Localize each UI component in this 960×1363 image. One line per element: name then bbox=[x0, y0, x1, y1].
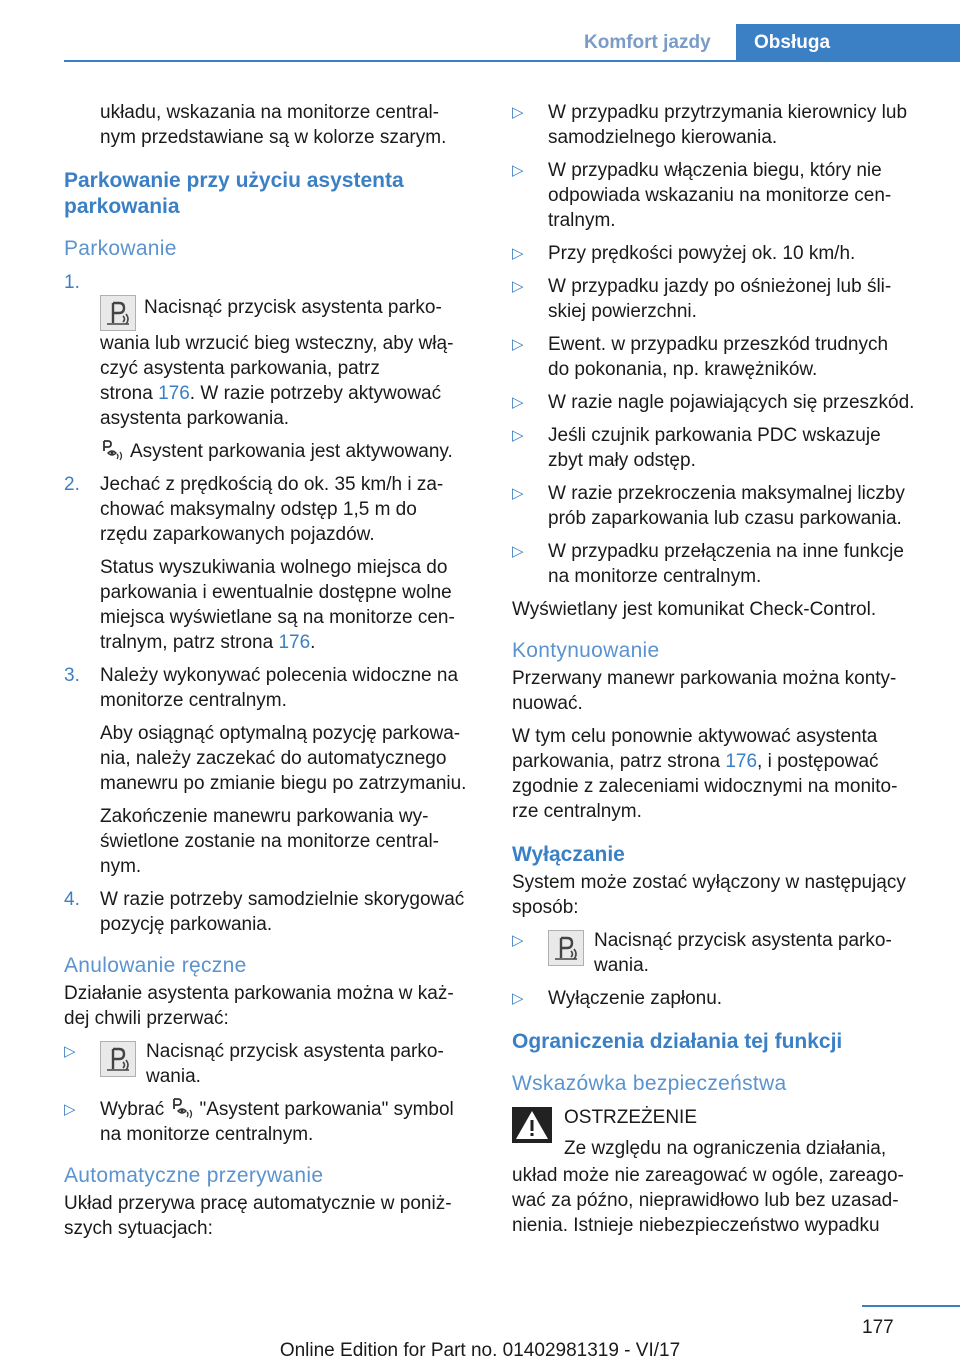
header-tab-komfort[interactable]: Komfort jazdy bbox=[584, 32, 711, 53]
list-item-text: Ewent. w przypadku przeszkód trudnych do pokonania, np. krawężników. bbox=[548, 334, 889, 380]
step-4 bbox=[64, 887, 484, 937]
park-assist-button-icon bbox=[100, 295, 136, 331]
cancel-bullet-1-text: Nacisnąć przycisk asystenta parko- wania. bbox=[146, 1041, 444, 1087]
page-link-176[interactable]: 176 bbox=[725, 751, 758, 772]
heading-switch-off: Wyłączanie bbox=[512, 843, 625, 866]
header-tab-obsluga[interactable]: Obsługa bbox=[736, 24, 960, 62]
step-3 bbox=[64, 663, 484, 879]
list-item bbox=[512, 390, 932, 415]
list-item-text: W razie nagle pojawiających się przeszkód. bbox=[548, 392, 915, 413]
heading-continue: Kontynuowanie bbox=[512, 639, 660, 662]
bullet-triangle: ▷ bbox=[64, 1043, 76, 1060]
step-2-part-b2: . bbox=[310, 632, 316, 653]
step-number: 1. bbox=[64, 272, 80, 293]
switch-off-bullet-2 bbox=[512, 986, 932, 1011]
step-1-text bbox=[100, 270, 484, 431]
list-item-text: W przypadku przytrzymania kierownicy lub samodzielnego kierowania. bbox=[548, 102, 908, 148]
list-item-text: W przypadku przełączenia na inne funkcje na monitorze centralnym. bbox=[548, 541, 904, 587]
step-number: 2. bbox=[64, 474, 80, 495]
step-1-part-a: Nacisnąć przycisk asystenta parko- wania lub wrzucić bieg wsteczny, aby włą- czyć asystenta parkowania, patrz strona bbox=[100, 297, 454, 404]
list-item bbox=[512, 423, 932, 473]
bullet-triangle: ▷ bbox=[512, 485, 524, 502]
step-3-text-c: Zakończenie manewru parkowania wy- świetlone zostanie na monitorze central- nym. bbox=[100, 806, 440, 877]
switch-off-text: System może zostać wyłączony w następujący sposób: bbox=[512, 872, 906, 918]
step-1-status-text: Asystent parkowania jest aktywowany. bbox=[130, 441, 453, 462]
continue-text-b bbox=[512, 724, 932, 824]
heading-limits: Ograniczenia działania tej funkcji bbox=[512, 1030, 843, 1053]
step-2 bbox=[64, 472, 484, 655]
bullet-triangle: ▷ bbox=[512, 278, 524, 295]
step-2-text-a: Jechać z prędkością do ok. 35 km/h i za- chować maksymalny odstęp 1,5 m do rzędu zaparkowanych pojazdów. bbox=[100, 474, 444, 545]
footer-edition: Online Edition for Part no. 01402981319 - VI/17 bbox=[279, 1340, 681, 1361]
left-column bbox=[64, 100, 484, 1249]
heading-auto-interrupt: Automatyczne przerywanie bbox=[64, 1164, 324, 1187]
bullet-triangle: ▷ bbox=[512, 990, 524, 1007]
heading-safety: Wskazówka bezpieczeństwa bbox=[512, 1072, 787, 1095]
cancel-bullet-2-part-b: "Asystent parkowania" symbol na monitorze centralnym. bbox=[100, 1099, 454, 1145]
continue-text-a: Przerwany manewr parkowania można konty- nuować. bbox=[512, 668, 897, 714]
warning-triangle-icon bbox=[512, 1107, 552, 1143]
cancel-text: Działanie asystenta parkowania można w każ- dej chwili przerwać: bbox=[64, 983, 454, 1029]
warning-text-b: układ może nie zareagować w ogóle, zareago- wać za późno, nieprawidłowo lub bez uzasad- nienia. Istnieje niebezpieczeństwo wypadku bbox=[512, 1165, 904, 1236]
bullet-triangle: ▷ bbox=[512, 932, 524, 949]
step-number: 4. bbox=[64, 889, 80, 910]
list-item bbox=[512, 241, 932, 266]
park-assist-symbol-icon bbox=[170, 1097, 194, 1119]
heading-parking-assist: Parkowanie przy użyciu asystenta parkowania bbox=[64, 169, 404, 218]
header-rule bbox=[64, 60, 960, 62]
step-1-part-b: . W razie potrzeby aktywować asystenta parkowania. bbox=[100, 383, 442, 429]
checkcontrol-text: Wyświetlany jest komunikat Check-Control. bbox=[512, 599, 877, 620]
cancel-bullet-2 bbox=[64, 1097, 484, 1147]
list-item bbox=[512, 274, 932, 324]
warning-text-a: Ze względu na ograniczenia działania, bbox=[564, 1138, 887, 1159]
park-assist-button-icon bbox=[548, 930, 584, 966]
list-item bbox=[512, 100, 932, 150]
bullet-triangle: ▷ bbox=[512, 427, 524, 444]
step-3-text-b: Aby osiągnąć optymalną pozycję parkowa- nia, należy zaczekać do automatycznego manewru po zmianie biegu po zatrzymaniu. bbox=[100, 723, 467, 794]
step-4-text: W razie potrzeby samodzielnie skorygować pozycję parkowania. bbox=[100, 889, 465, 935]
heading-cancel: Anulowanie ręczne bbox=[64, 954, 247, 977]
continue-part-b1: W tym celu ponownie aktywować asystenta parkowania, patrz strona bbox=[512, 726, 878, 772]
switch-off-bullet-1-text: Nacisnąć przycisk asystenta parko- wania. bbox=[594, 930, 892, 976]
continue-part-b2: , i postępować zgodnie z zaleceniami widocznymi na monito- rze centralnym. bbox=[512, 751, 898, 822]
cancel-bullet-1 bbox=[64, 1039, 484, 1089]
bullet-triangle: ▷ bbox=[512, 245, 524, 262]
page-link-176[interactable]: 176 bbox=[278, 632, 311, 653]
park-assist-button-icon bbox=[100, 1041, 136, 1077]
intro-text: układu, wskazania na monitorze central- nym przedstawiane są w kolorze szarym. bbox=[100, 102, 447, 148]
page-link-176[interactable]: 176 bbox=[158, 383, 190, 404]
switch-off-bullet-2-text: Wyłączenie zapłonu. bbox=[548, 988, 723, 1009]
bullet-triangle: ▷ bbox=[512, 162, 524, 179]
warning-block bbox=[512, 1105, 932, 1161]
step-2-part-b1: Status wyszukiwania wolnego miejsca do parkowania i ewentualnie dostępne wolne miejsca wyświetlane są na monitorze cen- tralnym, patrz strona bbox=[100, 557, 455, 653]
bullet-triangle: ▷ bbox=[512, 336, 524, 353]
interrupt-list bbox=[512, 100, 932, 589]
step-1-status bbox=[100, 439, 484, 464]
list-item-text: W przypadku włączenia biegu, który nie odpowiada wskazaniu na monitorze cen- tralnym. bbox=[548, 160, 892, 231]
bullet-triangle: ▷ bbox=[512, 394, 524, 411]
list-item bbox=[512, 158, 932, 233]
list-item-text: W razie przekroczenia maksymalnej liczby prób zaparkowania lub czasu parkowania. bbox=[548, 483, 905, 529]
heading-parkowanie: Parkowanie bbox=[64, 237, 177, 260]
list-item bbox=[512, 481, 932, 531]
cancel-bullet-2-part-a: Wybrać bbox=[100, 1099, 170, 1120]
step-2-text-b bbox=[100, 555, 484, 655]
auto-text: Układ przerywa pracę automatycznie w poniż- szych sytuacjach: bbox=[64, 1193, 452, 1239]
bullet-triangle: ▷ bbox=[512, 104, 524, 121]
footer-rule bbox=[862, 1305, 960, 1307]
list-item bbox=[512, 332, 932, 382]
step-number: 3. bbox=[64, 665, 80, 686]
park-assist-symbol-icon bbox=[100, 439, 124, 461]
step-3-text-a: Należy wykonywać polecenia widoczne na monitorze centralnym. bbox=[100, 665, 459, 711]
cancel-bullet-2-text bbox=[100, 1097, 484, 1147]
list-item-text: Jeśli czujnik parkowania PDC wskazuje zbyt mały odstęp. bbox=[548, 425, 881, 471]
switch-off-bullet-1 bbox=[512, 928, 932, 978]
list-item-text: W przypadku jazdy po ośnieżonej lub śli- skiej powierzchni. bbox=[548, 276, 892, 322]
list-item bbox=[512, 539, 932, 589]
bullet-triangle: ▷ bbox=[512, 543, 524, 560]
page-number: 177 bbox=[862, 1317, 894, 1338]
right-column bbox=[512, 100, 932, 1246]
warning-title: OSTRZEŻENIE bbox=[564, 1107, 698, 1128]
step-1 bbox=[64, 270, 484, 464]
list-item-text: Przy prędkości powyżej ok. 10 km/h. bbox=[548, 243, 856, 264]
bullet-triangle: ▷ bbox=[64, 1101, 76, 1118]
